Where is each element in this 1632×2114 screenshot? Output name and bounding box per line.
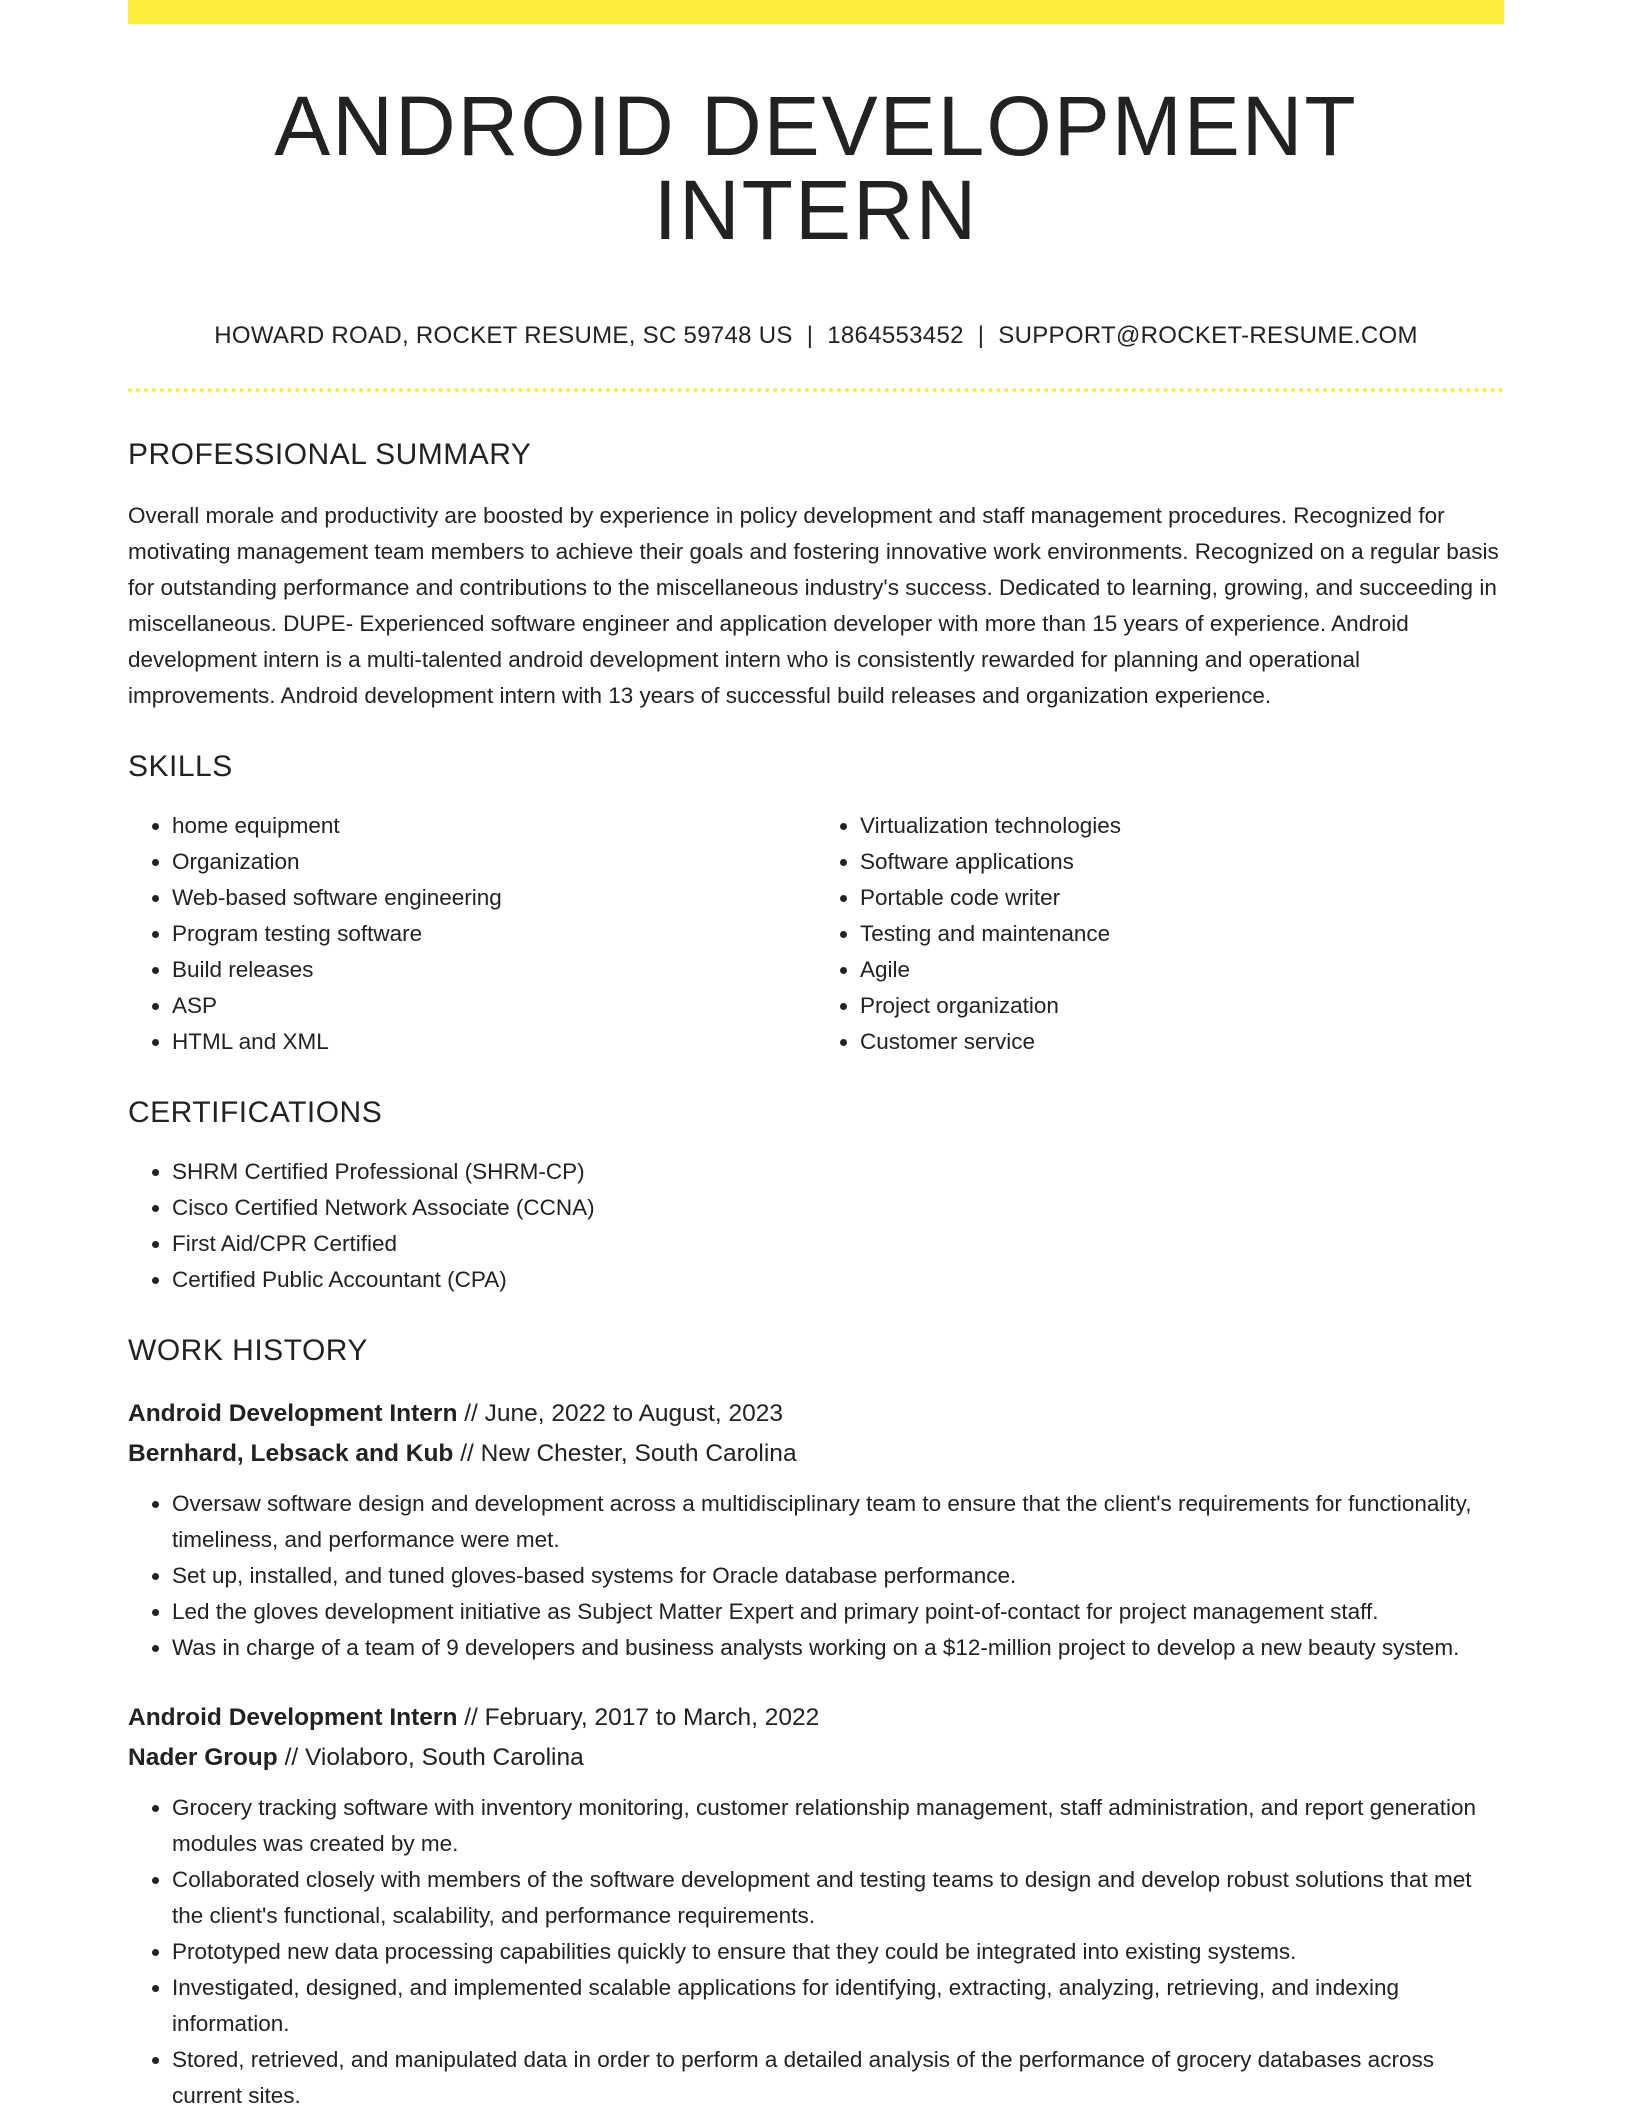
job-bullet: • Prototyped new data processing capabilities quickly to ensure that they could be integrated into existing systems.: [172, 1934, 1504, 1970]
job-dates: // June, 2022 to August, 2023: [464, 1400, 783, 1427]
job-bullets: [128, 1790, 1504, 2114]
skills-heading: SKILLS: [128, 750, 233, 783]
summary-heading: PROFESSIONAL SUMMARY: [128, 438, 532, 471]
certification-item: • SHRM Certified Professional (SHRM-CP): [172, 1154, 1504, 1190]
job-entry: [128, 1698, 1504, 2114]
job-bullet: • Collaborated closely with members of the software development and testing teams to design and develop robust solutions that met the client's functional, scalability, and performance requirements.: [172, 1862, 1504, 1934]
job-role-line: [128, 1394, 1504, 1434]
certification-item: • Cisco Certified Network Associate (CCNA): [172, 1190, 1504, 1226]
address: HOWARD ROAD, ROCKET RESUME, SC 59748 US: [214, 322, 793, 349]
job-role: Android Development Intern: [128, 1400, 458, 1427]
job-bullet: • Oversaw software design and development across a multidisciplinary team to ensure that the client's requirements for functionality, timeliness, and performance were met.: [172, 1486, 1504, 1558]
skills-column-right: [816, 808, 1504, 1060]
skill-item: • home equipment: [172, 808, 816, 844]
job-bullets: [128, 1486, 1504, 1666]
job-bullet: • Set up, installed, and tuned gloves-based systems for Oracle database performance.: [172, 1558, 1504, 1594]
skill-item: • HTML and XML: [172, 1024, 816, 1060]
skill-item: • Web-based software engineering: [172, 880, 816, 916]
skill-item: • Portable code writer: [860, 880, 1504, 916]
certifications-heading: CERTIFICATIONS: [128, 1096, 383, 1129]
skill-item: • Build releases: [172, 952, 816, 988]
job-company-line: [128, 1434, 1504, 1474]
dotted-divider: [128, 388, 1504, 392]
job-company: Bernhard, Lebsack and Kub: [128, 1440, 454, 1467]
job-bullet: • Stored, retrieved, and manipulated data in order to perform a detailed analysis of the performance of grocery databases across current sites.: [172, 2042, 1504, 2114]
skill-item: • Project organization: [860, 988, 1504, 1024]
job-bullet: • Investigated, designed, and implemented scalable applications for identifying, extracting, analyzing, retrieving, and indexing information.: [172, 1970, 1504, 2042]
certification-item: • First Aid/CPR Certified: [172, 1226, 1504, 1262]
email: SUPPORT@ROCKET-RESUME.COM: [998, 322, 1418, 349]
certifications-list: [128, 1154, 1504, 1298]
job-entry: [128, 1394, 1504, 1666]
job-location: // Violaboro, South Carolina: [284, 1744, 584, 1771]
page-title: ANDROID DEVELOPMENT INTERN: [274, 79, 1358, 257]
job-company: Nader Group: [128, 1744, 278, 1771]
skill-item: • Virtualization technologies: [860, 808, 1504, 844]
job-bullet: • Grocery tracking software with inventory monitoring, customer relationship management, staff administration, and report generation modules was created by me.: [172, 1790, 1504, 1862]
skills-list: [128, 808, 1504, 1060]
resume-page: [128, 0, 1504, 2114]
skill-item: • Testing and maintenance: [860, 916, 1504, 952]
work-history-heading: WORK HISTORY: [128, 1334, 368, 1367]
contact-line: [128, 322, 1504, 350]
job-location: // New Chester, South Carolina: [460, 1440, 797, 1467]
job-dates: // February, 2017 to March, 2022: [464, 1704, 820, 1731]
skill-item: • Agile: [860, 952, 1504, 988]
job-role-line: [128, 1698, 1504, 1738]
summary-text: Overall morale and productivity are boosted by experience in policy development and staff management procedures. Recognized for motivating management team members to achieve their goals and fostering innovative work environments. Recognized on a regular basis for outstanding performance and contributions to the miscellaneous industry's success. Dedicated to learning, growing, and succeeding in miscellaneous. DUPE- Experienced software engineer and application developer with more than 15 years of experience. Android development intern is a multi-talented android development intern who is consistently rewarded for planning and operational improvements. Android development intern with 13 years of successful build releases and organization experience.: [128, 503, 1499, 708]
separator: |: [806, 322, 814, 349]
accent-bar: [128, 0, 1504, 24]
skill-item: • Customer service: [860, 1024, 1504, 1060]
skill-item: • Program testing software: [172, 916, 816, 952]
phone: 1864553452: [827, 322, 964, 349]
job-bullet: • Led the gloves development initiative as Subject Matter Expert and primary point-of-contact for project management staff.: [172, 1594, 1504, 1630]
skill-item: • Organization: [172, 844, 816, 880]
certification-item: • Certified Public Accountant (CPA): [172, 1262, 1504, 1298]
skill-item: • Software applications: [860, 844, 1504, 880]
skill-item: • ASP: [172, 988, 816, 1024]
job-company-line: [128, 1738, 1504, 1778]
skills-column-left: [128, 808, 816, 1060]
job-bullet: • Was in charge of a team of 9 developers and business analysts working on a $12-million project to develop a new beauty system.: [172, 1630, 1504, 1666]
separator: |: [977, 322, 985, 349]
job-role: Android Development Intern: [128, 1704, 458, 1731]
